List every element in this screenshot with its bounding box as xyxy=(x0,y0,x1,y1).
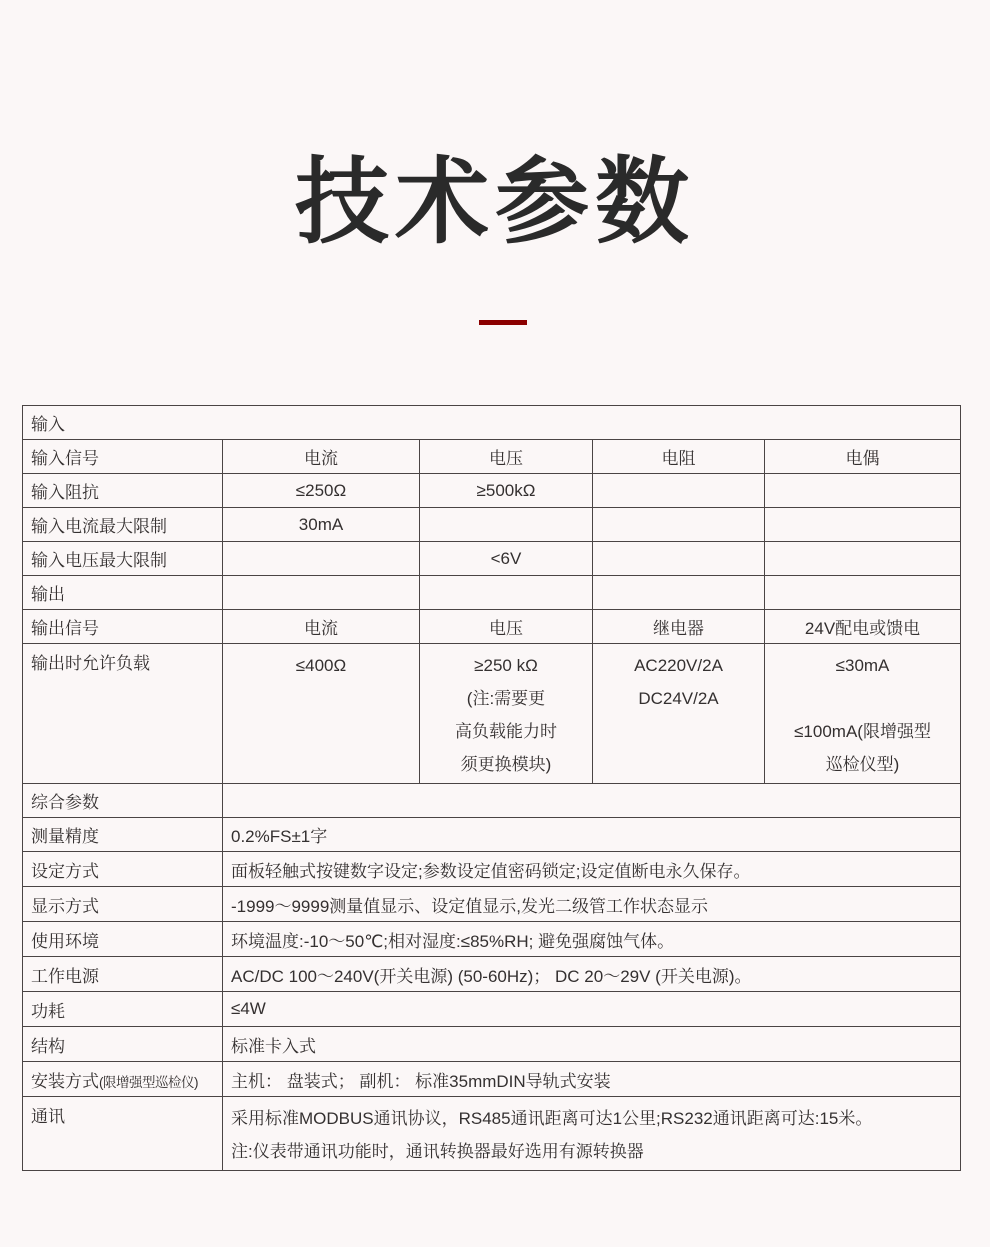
row-value xyxy=(593,576,765,610)
row-value: 电偶 xyxy=(765,440,961,474)
spec-table xyxy=(22,405,961,1171)
row-value: 标准卡入式 xyxy=(223,1027,961,1062)
row-value xyxy=(223,542,420,576)
row-value: 继电器 xyxy=(593,610,765,644)
row-label: 工作电源 xyxy=(23,957,223,992)
row-label: 输入电压最大限制 xyxy=(23,542,223,576)
row-value: AC/DC 100～240V(开关电源) (50-60Hz)； DC 20～29V (开关电源)。 xyxy=(223,957,961,992)
table-row xyxy=(23,818,961,852)
row-label: 综合参数 xyxy=(23,784,223,818)
row-value: ≤250Ω xyxy=(223,474,420,508)
row-value: <6V xyxy=(420,542,593,576)
title-underline-accent xyxy=(479,320,527,325)
row-label: 输出信号 xyxy=(23,610,223,644)
row-value: -1999～9999测量值显示、设定值显示,发光二级管工作状态显示 xyxy=(223,887,961,922)
table-row xyxy=(23,406,961,440)
row-value: 电压 xyxy=(420,610,593,644)
row-value: 电流 xyxy=(223,440,420,474)
row-value: 环境温度:-10～50℃;相对湿度:≤85%RH; 避免强腐蚀气体。 xyxy=(223,922,961,957)
table-row xyxy=(23,887,961,922)
table-row xyxy=(23,610,961,644)
row-value: ≥500kΩ xyxy=(420,474,593,508)
row-label: 输入阻抗 xyxy=(23,474,223,508)
row-value: ≥250 kΩ (注:需要更 高负载能力时 须更换模块) xyxy=(420,644,593,784)
row-value xyxy=(765,474,961,508)
table-row xyxy=(23,784,961,818)
row-value xyxy=(765,508,961,542)
row-value xyxy=(420,576,593,610)
row-value: 电压 xyxy=(420,440,593,474)
table-row xyxy=(23,576,961,610)
row-value xyxy=(765,542,961,576)
table-row xyxy=(23,922,961,957)
row-value: ≤400Ω xyxy=(223,644,420,784)
row-value xyxy=(223,576,420,610)
row-value: 24V配电或馈电 xyxy=(765,610,961,644)
row-value xyxy=(593,508,765,542)
table-row xyxy=(23,992,961,1027)
row-value xyxy=(420,508,593,542)
row-value xyxy=(593,474,765,508)
table-row xyxy=(23,852,961,887)
row-value: AC220V/2A DC24V/2A xyxy=(593,644,765,784)
row-label: 输入电流最大限制 xyxy=(23,508,223,542)
row-label: 安装方式(限增强型巡检仪) xyxy=(23,1062,223,1097)
row-label: 显示方式 xyxy=(23,887,223,922)
table-row xyxy=(23,440,961,474)
row-value: 采用标准MODBUS通讯协议，RS485通讯距离可达1公里;RS232通讯距离可达:15米。 注:仪表带通讯功能时，通讯转换器最好选用有源转换器 xyxy=(223,1097,961,1171)
row-label-note: (限增强型巡检仪) xyxy=(99,1074,198,1090)
row-label: 通讯 xyxy=(23,1097,223,1171)
row-value: 电阻 xyxy=(593,440,765,474)
table-row xyxy=(23,1062,961,1097)
table-row xyxy=(23,1027,961,1062)
row-label: 功耗 xyxy=(23,992,223,1027)
row-label: 测量精度 xyxy=(23,818,223,852)
row-value xyxy=(593,542,765,576)
row-label: 输入 xyxy=(23,406,961,440)
page-title: 技术参数 xyxy=(294,149,695,254)
row-label: 输出 xyxy=(23,576,223,610)
table-row xyxy=(23,957,961,992)
table-row xyxy=(23,1097,961,1171)
table-row xyxy=(23,644,961,784)
row-label: 结构 xyxy=(23,1027,223,1062)
table-row xyxy=(23,508,961,542)
table-row xyxy=(23,542,961,576)
row-label: 输出时允许负载 xyxy=(23,644,223,784)
row-value xyxy=(223,784,961,818)
row-value: ≤4W xyxy=(223,992,961,1027)
spec-table-body xyxy=(23,406,961,1171)
row-value: 面板轻触式按键数字设定;参数设定值密码锁定;设定值断电永久保存。 xyxy=(223,852,961,887)
row-value: 0.2%FS±1字 xyxy=(223,818,961,852)
row-label: 输入信号 xyxy=(23,440,223,474)
row-label: 设定方式 xyxy=(23,852,223,887)
row-value: ≤30mA ≤100mA(限增强型 巡检仪型) xyxy=(765,644,961,784)
row-value: 主机： 盘装式； 副机： 标准35mmDIN导轨式安装 xyxy=(223,1062,961,1097)
row-value: 30mA xyxy=(223,508,420,542)
row-label: 使用环境 xyxy=(23,922,223,957)
table-row xyxy=(23,474,961,508)
row-value xyxy=(765,576,961,610)
row-value: 电流 xyxy=(223,610,420,644)
